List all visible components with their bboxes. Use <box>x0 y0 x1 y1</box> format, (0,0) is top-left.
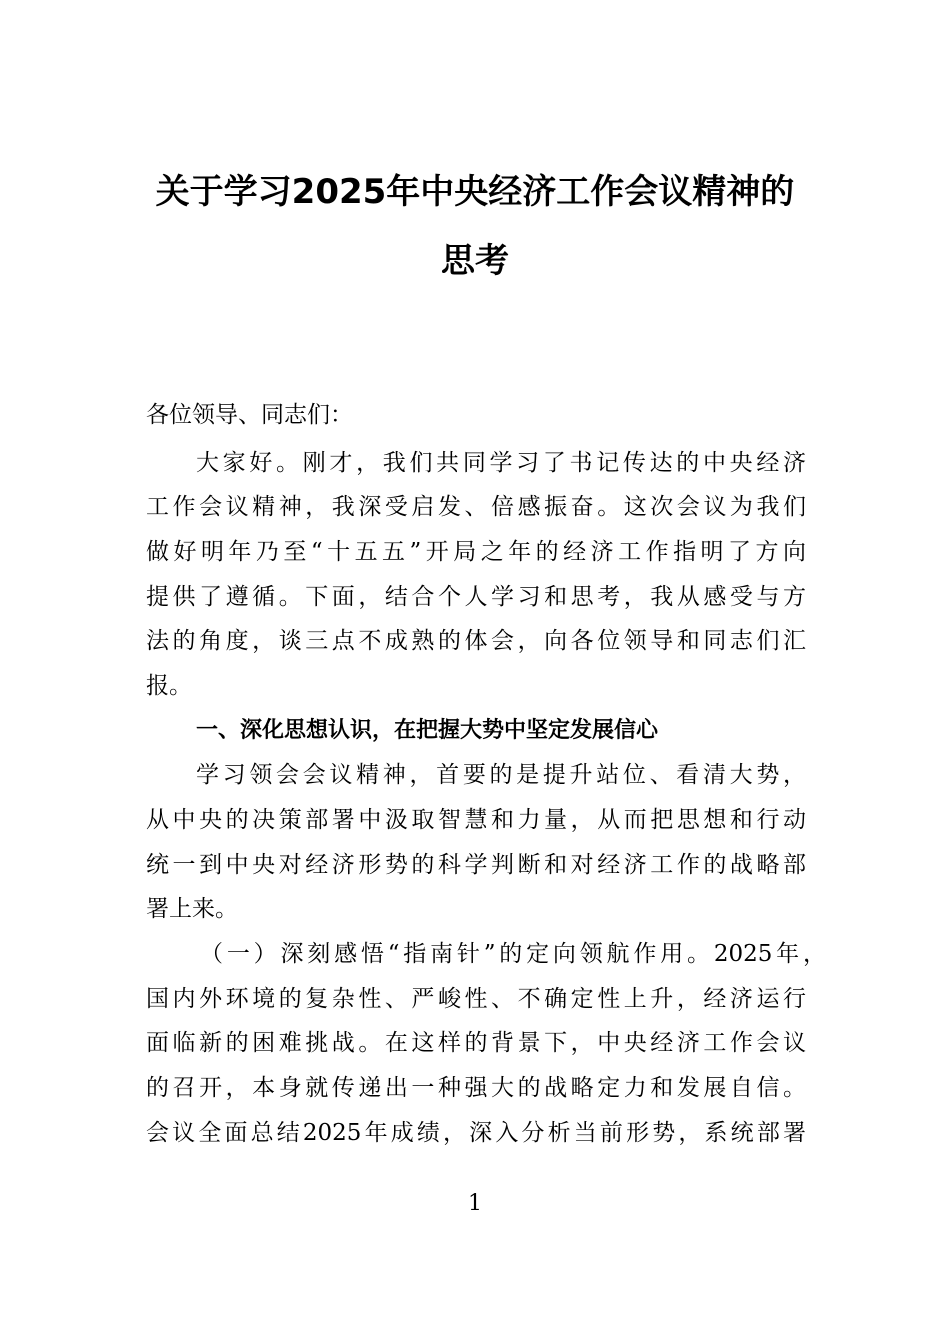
intro-line: 做好明年乃至“十五五”开局之年的经济工作指明了方向 <box>146 539 806 565</box>
section-paragraph-line: 从中央的决策部署中汲取智慧和力量，从而把思想和行动 <box>146 807 806 833</box>
section-paragraph-line: 署上来。 <box>146 896 238 922</box>
page-number: 1 <box>468 1191 482 1216</box>
intro-line: 大家好。刚才，我们共同学习了书记传达的中央经济 <box>196 450 806 476</box>
section-paragraph-line: 统一到中央对经济形势的科学判断和对经济工作的战略部 <box>146 852 806 878</box>
subsection-line: （一）深刻感悟“指南针”的定向领航作用。2025年， <box>200 941 826 967</box>
section-heading: 一、深化思想认识，在把握大势中坚定发展信心 <box>196 718 659 743</box>
intro-line: 提供了遵循。下面，结合个人学习和思考，我从感受与方 <box>146 584 806 610</box>
subsection-line: 的召开，本身就传递出一种强大的战略定力和发展自信。 <box>146 1075 806 1101</box>
section-paragraph-line: 学习领会会议精神，首要的是提升站位、看清大势， <box>196 762 806 788</box>
intro-line: 报。 <box>146 673 192 699</box>
intro-line: 法的角度，谈三点不成熟的体会，向各位领导和同志们汇 <box>146 628 806 654</box>
intro-line: 工作会议精神，我深受启发、倍感振奋。这次会议为我们 <box>146 494 806 520</box>
subsection-line: 国内外环境的复杂性、严峻性、不确定性上升，经济运行 <box>146 986 806 1012</box>
subsection-line: 面临新的困难挑战。在这样的背景下，中央经济工作会议 <box>146 1030 806 1056</box>
document-title-line-1: 关于学习2025年中央经济工作会议精神的 <box>155 172 795 212</box>
subsection-line: 会议全面总结2025年成绩，深入分析当前形势，系统部署 <box>146 1120 806 1146</box>
document-title-line-2: 思考 <box>441 241 509 281</box>
salutation: 各位领导、同志们： <box>146 402 353 428</box>
